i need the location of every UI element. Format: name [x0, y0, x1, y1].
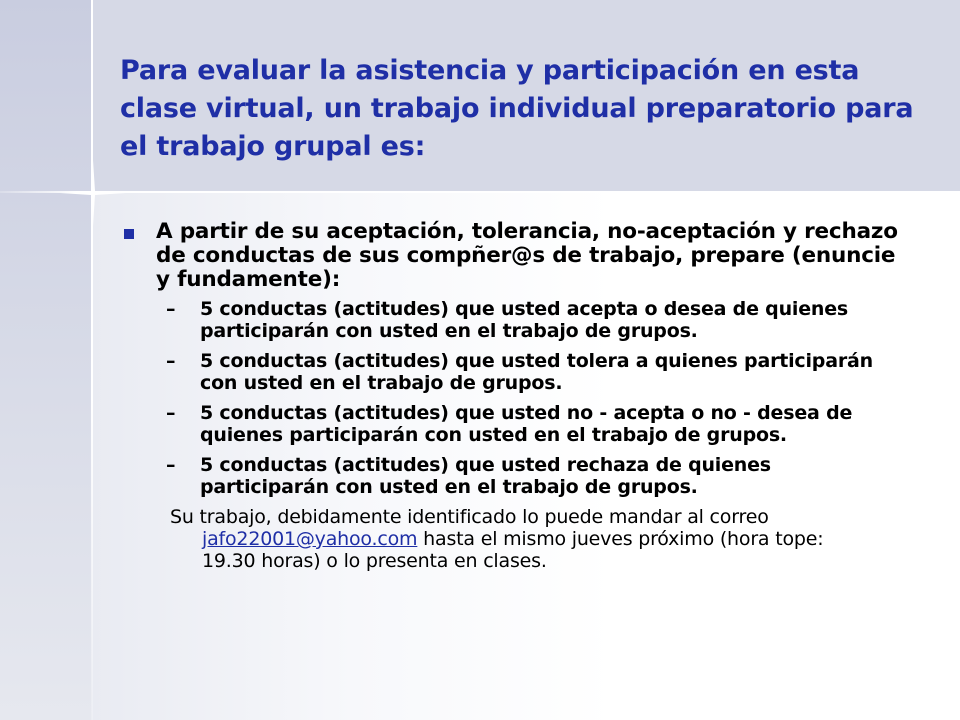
sub-bullet-item — [166, 350, 900, 394]
left-panel — [0, 0, 92, 720]
main-bullet — [120, 220, 900, 292]
sub-bullet-list — [120, 298, 900, 498]
slide-body — [120, 220, 900, 572]
dash-marker: – — [166, 350, 176, 372]
sparkle-star-icon — [60, 160, 126, 226]
dash-marker: – — [166, 402, 176, 424]
submission-note — [120, 506, 900, 572]
sub-bullet-item — [166, 454, 900, 498]
dash-marker: – — [166, 298, 176, 320]
horizontal-accent-line — [0, 191, 960, 193]
vertical-accent-line — [91, 0, 93, 720]
sub-bullet-text: 5 conductas (actitudes) que usted acepta o desea de quienes participarán con usted en el trabajo de grupos. — [200, 298, 849, 342]
slide-title: Para evaluar la asistencia y participación en esta clase virtual, un trabajo individual preparatorio para el trabajo grupal es: — [120, 55, 914, 162]
bullet-square-icon — [124, 229, 134, 239]
dash-marker: – — [166, 454, 176, 476]
main-bullet-text: A partir de su aceptación, tolerancia, no-aceptación y rechazo de conductas de sus compñer@s de trabajo, prepare (enuncie y fundamente): — [156, 219, 898, 292]
sub-bullet-text: 5 conductas (actitudes) que usted tolera a quienes participarán con usted en el trabajo de grupos. — [200, 350, 873, 394]
sub-bullet-item — [166, 298, 900, 342]
sub-bullet-text: 5 conductas (actitudes) que usted no - acepta o no - desea de quienes participarán con usted en el trabajo de grupos. — [200, 402, 853, 446]
note-text-before: Su trabajo, debidamente identificado lo puede mandar al correo — [170, 506, 769, 528]
sub-bullet-item — [166, 402, 900, 446]
email-link[interactable]: jafo22001@yahoo.com — [202, 528, 418, 550]
note-text-after: hasta el mismo jueves próximo (hora tope: 19.30 horas) o lo presenta en clases. — [202, 528, 824, 572]
sub-bullet-text: 5 conductas (actitudes) que usted rechaza de quienes participarán con usted en el trabajo de grupos. — [200, 454, 771, 498]
